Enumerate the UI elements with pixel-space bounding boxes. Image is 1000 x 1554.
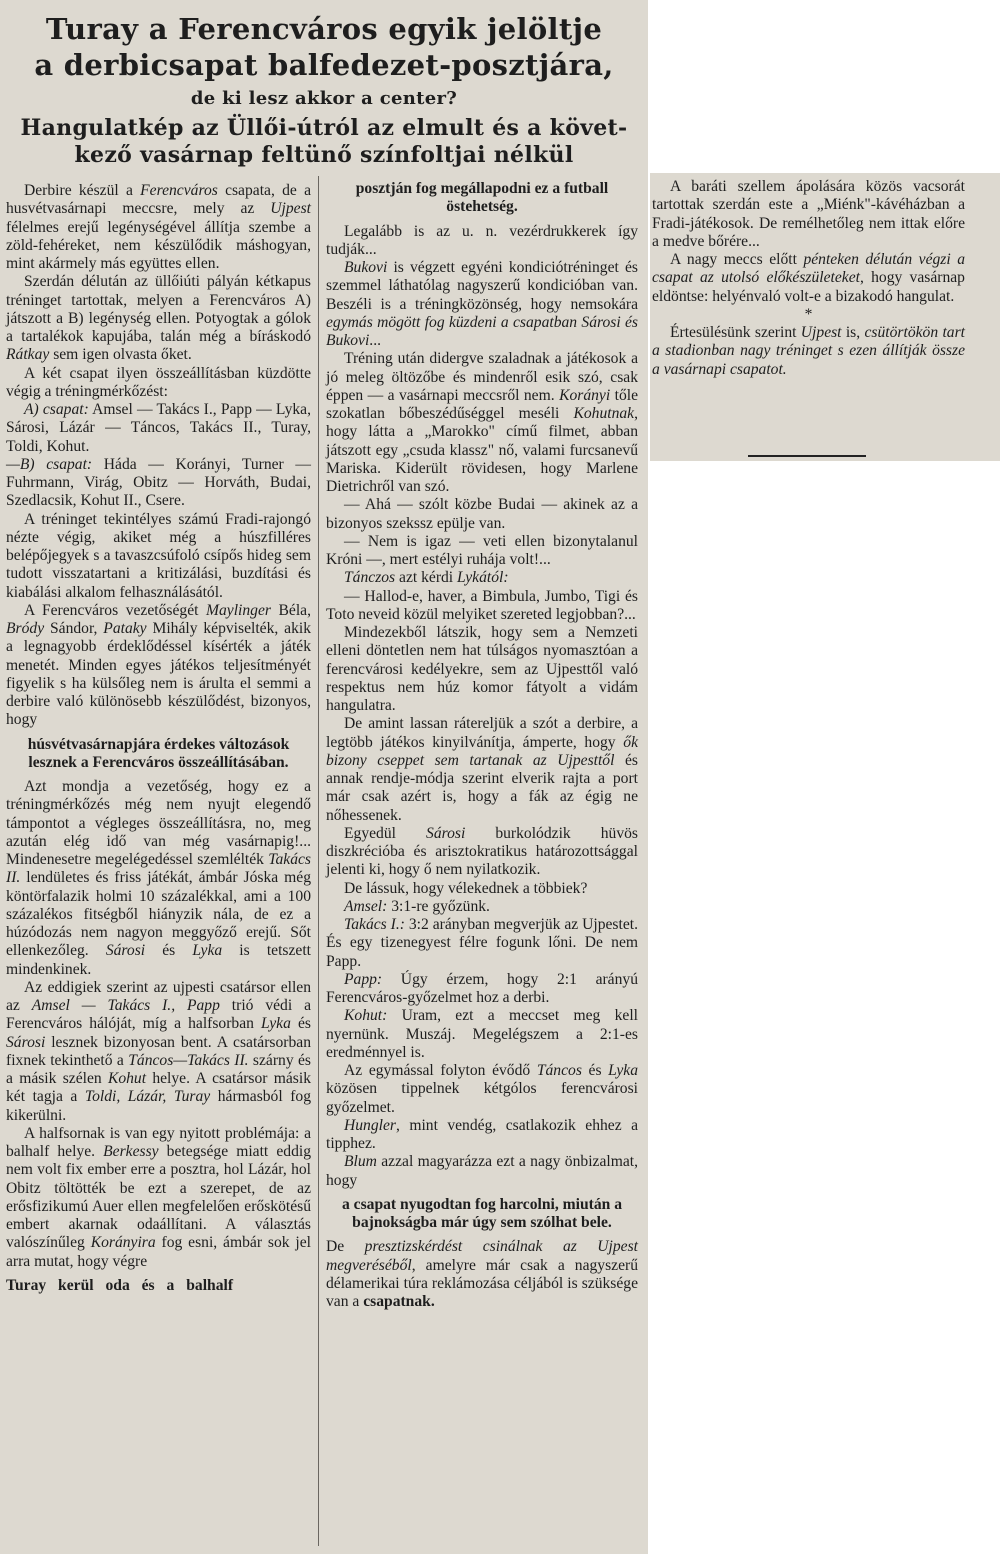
paragraph: A nagy meccs előtt pénteken délután végzi a csapat az utolsó előkészületeket, hogy vasárnap eldöntse: helyénvaló volt-e a bizakodó hangulat.: [652, 251, 966, 305]
paragraph: Amsel: 3:1-re győzünk.: [344, 897, 490, 915]
subheadline-line-1: Hangulatkép az Üllői-útról az elmult és a követ-: [20, 115, 628, 141]
lineup-a: A) csapat: Amsel — Takács I., Papp — Lyka, Sárosi, Lázár — Táncos, Takács II., Turay, Toldi, Kohut.: [6, 401, 311, 455]
paragraph: A két csapat ilyen összeállításban küzdötte végig a tréningmérkőzést:: [6, 364, 311, 400]
side-column: [652, 178, 965, 379]
paragraph: — Nem is igaz — veti ellen bizonytalanul Króni —, mert estélyi ruhája volt!...: [326, 532, 638, 568]
paragraph: A tréninget tekintélyes számú Fradi-rajongó nézte végig, akiket még a húszfilléres belépőjegyek s a tavaszcsúfoló csípős hideg sem tudott visszatartani a kritizálási, buzdítási és kiabálási alkalom felhasználásától.: [6, 510, 311, 601]
paragraph: Papp: Úgy érzem, hogy 2:1 arányú Ferencváros-győzelmet hoz a derbi.: [326, 970, 638, 1006]
paragraph: Bukovi is végzett egyéni kondiciótréninget és szemmel láthatólag nagyszerű kondicióban van. Beszéli is a tréningközönség, hogy nemsokára egymás mögött fog küzdeni a csapatban Sárosi és Bukovi...: [326, 259, 638, 349]
bold-highlight: húsvétvasárnapjára érdekes változások lesznek a Ferencváros összeállításában.: [27, 735, 290, 771]
paragraph: De lássuk, hogy vélekednek a többiek?: [344, 879, 588, 897]
side-end-rule: [748, 455, 866, 457]
separator-star: *: [804, 305, 813, 323]
paragraph: Blum azzal magyarázza ezt a nagy önbizalmat, hogy: [326, 1153, 638, 1189]
subheadline-line-2: kező vasárnap feltünő színfoltjai nélkül: [74, 142, 574, 168]
headline-kicker: de ki lesz akkor a center?: [190, 88, 458, 109]
column-divider: [318, 176, 319, 1546]
lineup-b: —B) csapat: Háda — Korányi, Turner — Fuhrmann, Virág, Obitz — Horváth, Budai, Szedlacsik, Kohut II., Csere.: [6, 455, 311, 510]
headline-line-1: Turay a Ferencváros egyik jelöltje: [45, 12, 603, 46]
paragraph: Kohut: Uram, ezt a meccset meg kell nyernünk. Muszáj. Megelégszem a 2:1-es eredménnyel is.: [326, 1007, 638, 1061]
paragraph: Takács I.: 3:2 arányban megverjük az Ujpestet. És egy tizenegyest félre fogunk lőni. De nem Papp.: [326, 916, 638, 970]
paragraph: Szerdán délután az üllőiúti pályán kétkapus tréninget tartottak, melyen a Ferencváros A) játszott a B) legénység ellen. Potyogtak a gólok a tartalékok kapujába, talán még a bíráskodó Rátkay sem igen olvasta őket.: [6, 273, 311, 364]
paragraph: Legalább is az u. n. vezérdrukkerek így tudják...: [326, 222, 638, 258]
paragraph: Derbire készül a Ferencváros csapata, de a husvétvasárnapi meccsre, mely az Ujpest félelmes erejű legénységével állítja szembe a zöld-fehéreket, nem készülődik máshogyan, mint akármely más együttes ellen.: [6, 182, 311, 272]
headline-line-2: a derbicsapat balfedezet-posztjára,: [34, 48, 614, 82]
paragraph: Tánczos azt kérdi Lykától:: [344, 569, 509, 587]
paragraph: Azt mondja a vezetőség, hogy ez a tréningmérkőzés még nem nyujt elegendő támpontot a végleges összeállításra, no, meg azután elég idő van még vasárnapig!... Mindenesetre megelégedéssel szemlélték Takács II. lendületes és friss játékát, ámbár Jóska még köntörfalazik holmi 10 százalékkal, ami a 100 százalékos fitségből hiányzik nála, de ez a húzódozás nem nagyon meggyőző erejű. Sőt ellenkezőleg. Sárosi és Lyka is tetszett mindenkinek.: [6, 778, 311, 978]
paragraph: De presztizskérdést csinálnak az Ujpest megveréséből, amelyre már csak a nagyszerű délamerikai túra reklámozása céljából is szüksége van a csapatnak.: [326, 1238, 638, 1310]
paragraph: — Hallod-e, haver, a Bimbula, Jumbo, Tigi és Toto neveid közül melyiket szereted legjobban?...: [326, 587, 638, 623]
column-1: [6, 182, 311, 1301]
paragraph: Az egymással folyton évődő Táncos és Lyka közösen tippelnek kétgólos ferencvárosi győzelmet.: [326, 1062, 639, 1116]
paragraph: Értesülésünk szerint Ujpest is, csütörtökön tart a stadionban nagy tréninget s ezen állítják össze a vasárnapi csapatot.: [652, 324, 965, 378]
paragraph: Egyedül Sárosi burkolódzik hüvös diszkrécióba és arisztokratikus határozottsággal jelenti ki, hogy ő nem nyilatkozik.: [326, 824, 638, 879]
paragraph: Tréning után didergve szaladnak a játékosok a jó meleg öltözőbe és mindenről esik szó, csak éppen — a vasárnapi meccsről nem. Korányi tőle szokatlan bőbeszédűséggel meséli Kohutnak, hogy látta a „Marokko" című filmet, abban játszott egy „csuda klassz" nő, valami furcsanevű Mariska. Kiderült rövidesen, hogy Marlene Dietrichről van szó.: [326, 350, 638, 495]
paragraph: A baráti szellem ápolására közös vacsorát tartottak szerdán este a „Miénk"-kávéházban a Fradi-játékosok. De remélhetőleg nem ittak előre a medve bőrére...: [652, 178, 965, 250]
paragraph: A Ferencváros vezetőségét Maylinger Béla, Bródy Sándor, Pataky Mihály képviselték, akik a legnagyobb érdeklődéssel kísérték a játék menetét. Minden egyes játékos teljesítményét figyelik s ha külsőleg nem is árulta el semmi a derbire való különösebb készülődést, bizonyos, hogy: [6, 601, 311, 729]
paragraph: — Ahá — szólt közbe Budai — akinek az a bizonyos szekssz epülje van.: [326, 496, 638, 532]
paragraph: Hungler, mint vendég, csatlakozik ehhez a tipphez.: [326, 1116, 638, 1152]
paragraph: Mindezekből látszik, hogy sem a Nemzeti elleni döntetlen nem hat túlságos nyomasztóan a ferencvárosi kedélyekre, sem az Ujpesttől való respektus nem húz komor fátyolt a vidám hangulatra.: [326, 624, 638, 714]
bold-highlight: a csapat nyugodtan fog harcolni, miután a bajnokságba már úgy sem szólhat bele.: [341, 1195, 622, 1231]
bold-highlight: posztján fog megállapodni ez a futball östehetség.: [355, 180, 609, 216]
paragraph: A halfsornak is van egy nyitott problémája: a balhalf helye. Berkessy betegsége miatt eddig nem volt fix ember erre a posztra, hol Lázár, hol Obitz töltötték be ezt a szerepet, de az erősfizikumú Auer ellen megfelelően erőskötésű embert akarnak odaállítani. A választás valószínűleg Korányira fog esni, ámbár sok jel arra mutat, hogy végre: [6, 1124, 311, 1270]
column-2: [326, 180, 638, 1311]
paragraph: De amint lassan rátereljük a szót a derbire, a legtöbb játékos kinyilvánítja, ámperte, hogy ők bizony cseppet sem tartanak az Ujpesttől és annak rendje-módja szerint elverik rajta a port már csak azért is, hogy a fák az égig ne nőhessenek.: [326, 715, 638, 824]
bold-highlight: Turay kerül oda és a balhalf: [6, 1276, 234, 1294]
paragraph: Az eddigiek szerint az ujpesti csatársor ellen az Amsel — Takács I., Papp trió védi a Ferencváros hálóját, míg a halfsorban Lyka és Sárosi lesznek bizonyosan bent. A csatársorban fixnek tekinthető a Táncos—Takács II. szárny és a másik szélen Kohut helye. A csatársor másik két tagja a Toldi, Lázár, Turay hármasból fog kikerülni.: [6, 978, 312, 1124]
